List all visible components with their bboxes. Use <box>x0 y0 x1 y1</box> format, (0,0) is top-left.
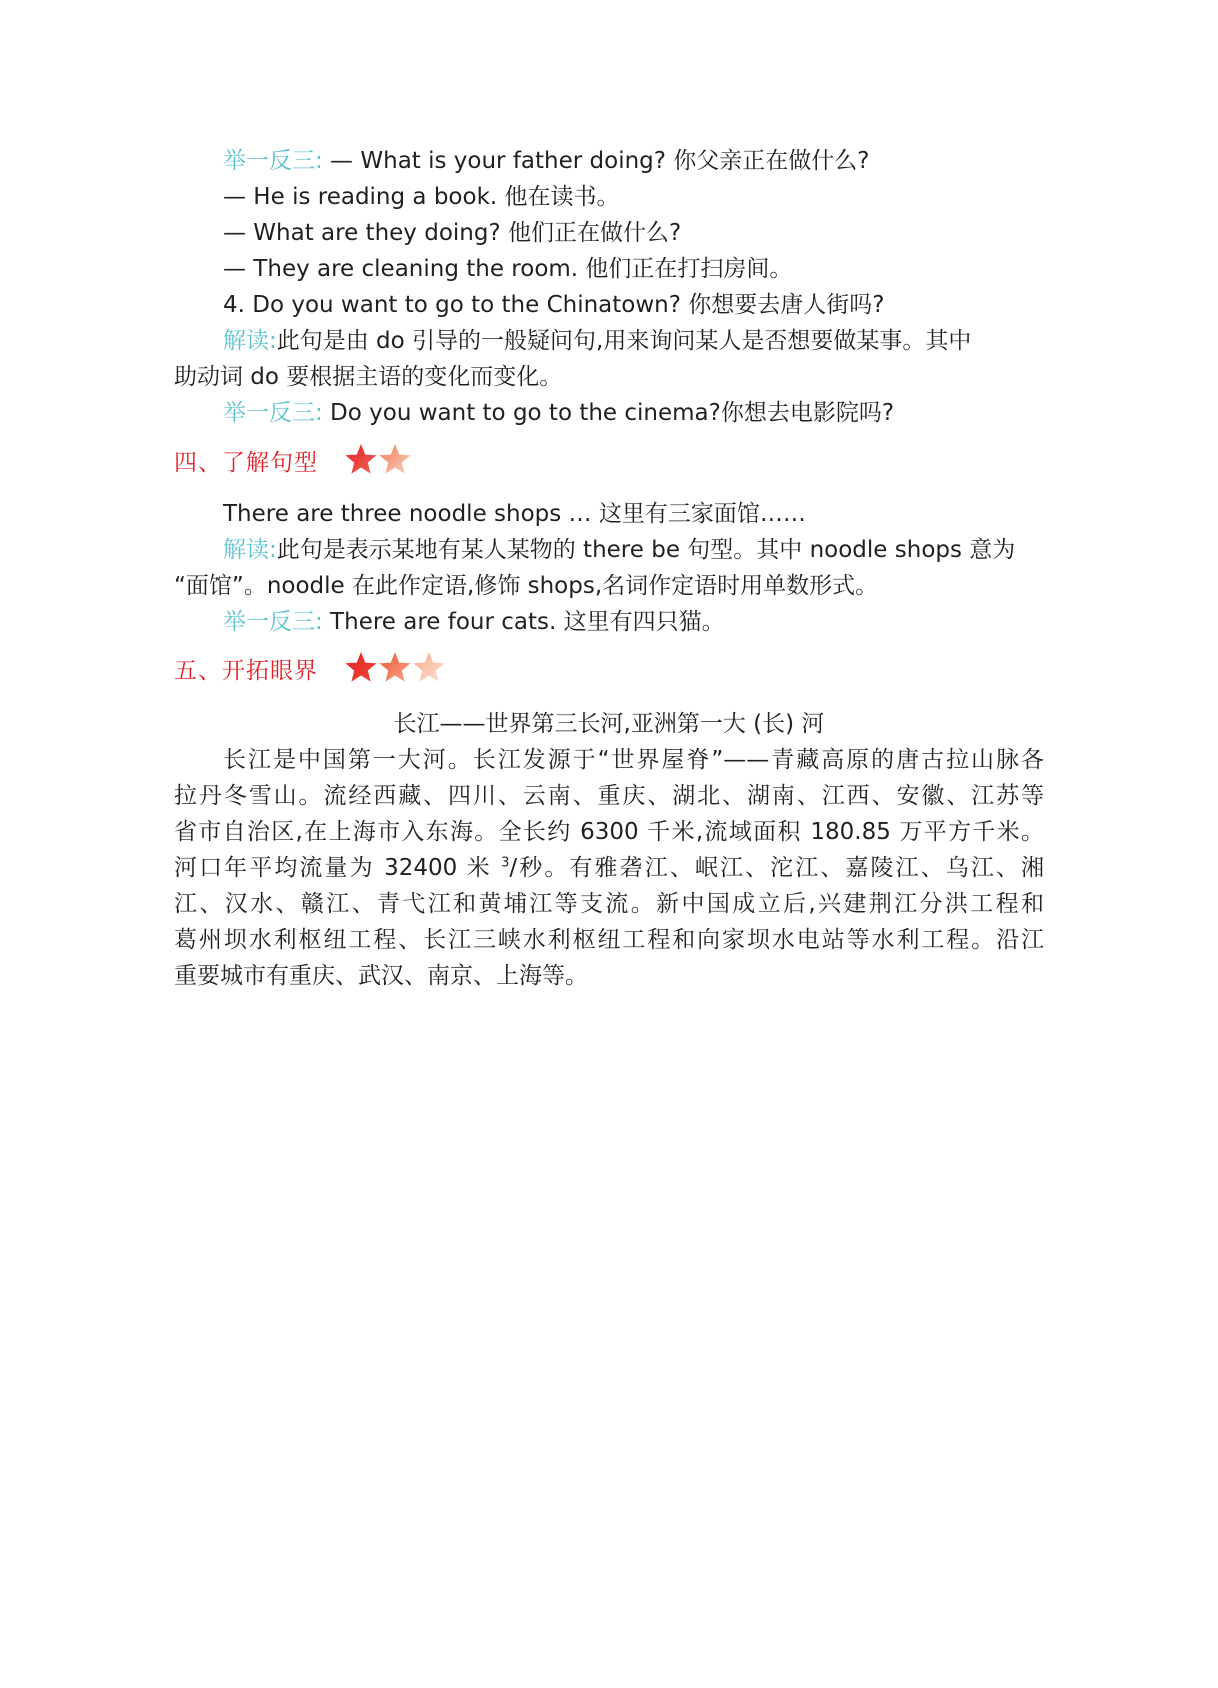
explain-tag: 解读: <box>223 328 277 354</box>
example-text: There are four cats. 这里有四只猫。 <box>322 609 725 635</box>
example-text-3: Do you want to go to the cinema?你想去电影院吗? <box>322 400 895 426</box>
example-answer-2: — They are cleaning the room. 他们正在打扫房间。 <box>223 256 793 282</box>
article-line-4b: /秒。有雅砻江、岷江、沱江、嘉陵江、乌江、湘 <box>509 855 1044 881</box>
example-line-1 <box>223 143 1093 179</box>
section-5-title: 五、开拓眼界 <box>174 658 318 684</box>
explain-line-1 <box>223 323 1044 359</box>
article-line-6: 葛州坝水利枢纽工程、长江三峡水利枢纽工程和向家坝水电站等水利工程。沿江 <box>174 927 1044 953</box>
pattern-sentence: There are three noodle shops … 这里有三家面馆…… <box>223 501 806 527</box>
star-icon <box>414 652 445 682</box>
example-line-3 <box>223 395 1093 431</box>
explain-text-1: 此句是由 do 引导的一般疑问句,用来询问某人是否想要做某事。其中 <box>276 328 972 354</box>
explain-text-1: 此句是表示某地有某人某物的 there be 句型。其中 noodle shops 意为 <box>276 537 1016 563</box>
star-icon <box>380 652 411 682</box>
star-icon <box>346 652 377 682</box>
article-line-3: 省市自治区,在上海市入东海。全长约 6300 千米,流域面积 180.85 万平方千米。 <box>174 819 1044 845</box>
example-line <box>223 604 1093 640</box>
difficulty-stars-3 <box>344 649 454 698</box>
article-line-5: 江、汉水、赣江、青弋江和黄埔江等支流。新中国成立后,兴建荆江分洪工程和 <box>174 891 1044 917</box>
article-line-4a: 河口年平均流量为 32400 米 <box>174 855 502 881</box>
article-line-7: 重要城市有重庆、武汉、南京、上海等。 <box>174 963 588 989</box>
example-answer-1: — He is reading a book. 他在读书。 <box>223 184 620 210</box>
superscript: 3 <box>501 855 510 871</box>
example-question-1: — What is your father doing? 你父亲正在做什么? <box>322 148 870 174</box>
difficulty-stars-2 <box>344 441 424 490</box>
explain-line-2: 助动词 do 要根据主语的变化而变化。 <box>174 364 563 390</box>
article-line-4 <box>174 850 1044 886</box>
explain-line-2: “面馆”。noodle 在此作定语,修饰 shops,名词作定语时用单数形式。 <box>174 573 879 599</box>
explain-line-1 <box>223 532 1044 568</box>
article-title: 长江——世界第三长河,亚洲第一大 (长) 河 <box>393 711 825 737</box>
item-4-sentence: 4. Do you want to go to the Chinatown? 你想要去唐人街吗? <box>223 292 885 318</box>
example-tag: 举一反三: <box>223 148 323 174</box>
example-tag: 举一反三: <box>223 400 323 426</box>
article-line-1: 长江是中国第一大河。长江发源于“世界屋脊”——青藏高原的唐古拉山脉各 <box>223 747 1044 773</box>
star-icon <box>380 444 411 474</box>
star-icon <box>346 444 377 474</box>
section-4-heading <box>174 445 1044 481</box>
section-5-heading <box>174 653 1044 689</box>
explain-tag: 解读: <box>223 537 277 563</box>
example-tag: 举一反三: <box>223 609 323 635</box>
section-4-title: 四、了解句型 <box>174 450 318 476</box>
article-line-2: 拉丹冬雪山。流经西藏、四川、云南、重庆、湖北、湖南、江西、安徽、江苏等 <box>174 783 1044 809</box>
example-question-2: — What are they doing? 他们正在做什么? <box>223 220 682 246</box>
